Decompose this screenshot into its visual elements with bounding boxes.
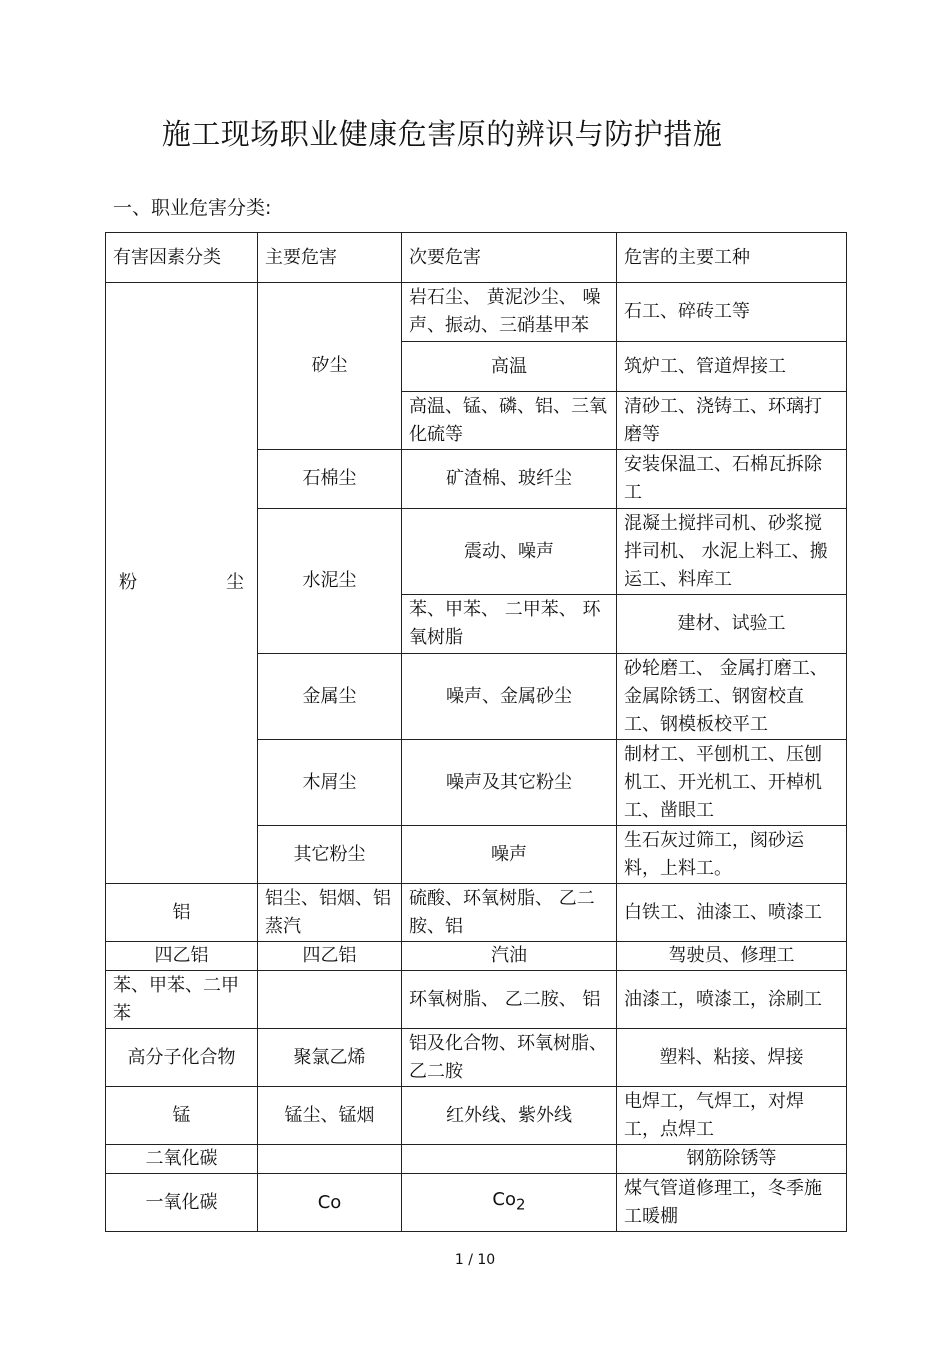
primary-hazard-cell: 其它粉尘 [258,826,402,884]
worker-type-cell: 塑料、粘接、焊接 [617,1029,847,1087]
worker-type-cell: 生石灰过筛工，阂砂运料，上料工。 [617,826,847,884]
header-cell: 主要危害 [258,233,402,283]
secondary-hazard-cell [402,1174,617,1232]
secondary-hazard-cell: 矿渣棉、玻纤尘 [402,450,617,509]
header-cell: 危害的主要工种 [617,233,847,283]
worker-type-cell: 砂轮磨工、 金属打磨工、金属除锈工、钢窗校直工、钢模板校平工 [617,654,847,740]
worker-type-cell: 煤气管道修理工，冬季施工暖棚 [617,1174,847,1232]
table-row [106,1029,847,1087]
secondary-hazard-cell: 汽油 [402,942,617,971]
table-row [106,1145,847,1174]
page-separator: / [468,1252,473,1268]
secondary-hazard-cell: 铝及化合物、环氧树脂、乙二胺 [402,1029,617,1087]
primary-hazard-cell: Co [258,1174,402,1232]
secondary-hazard-cell: 红外线、紫外线 [402,1087,617,1145]
secondary-hazard-cell: 岩石尘、 黄泥沙尘、 噪声、振动、三硝基甲苯 [402,283,617,342]
category-cell: 一氧化碳 [106,1174,258,1232]
primary-hazard-cell: 金属尘 [258,654,402,740]
primary-hazard-cell: 聚氯乙烯 [258,1029,402,1087]
current-page: 1 [454,1252,464,1268]
primary-hazard-cell: 锰尘、锰烟 [258,1087,402,1145]
primary-hazard-cell: 矽尘 [258,283,402,450]
secondary-hazard-cell: 噪声 [402,826,617,884]
table-row [106,942,847,971]
worker-type-cell: 钢筋除锈等 [617,1145,847,1174]
secondary-hazard-cell: 噪声及其它粉尘 [402,740,617,826]
section-heading: 一、职业危害分类: [113,197,272,219]
formula-text: Co [492,1189,517,1211]
formula-subscript: 2 [516,1195,526,1214]
table-row [106,971,847,1029]
document-title: 施工现场职业健康危害原的辨识与防护措施 [161,117,723,151]
primary-hazard-cell: 石棉尘 [258,450,402,509]
worker-type-cell: 制材工、平刨机工、压刨机工、开光机工、开棹机工、凿眼工 [617,740,847,826]
category-label-part: 尘 [226,572,244,593]
secondary-hazard-cell: 震动、噪声 [402,509,617,595]
category-cell: 锰 [106,1087,258,1145]
worker-type-cell: 驾驶员、修理工 [617,942,847,971]
worker-type-cell: 建材、试验工 [617,595,847,654]
category-cell: 铝 [106,884,258,942]
table-row [106,884,847,942]
category-cell: 二氧化碳 [106,1145,258,1174]
secondary-hazard-cell: 噪声、金属砂尘 [402,654,617,740]
header-cell: 次要危害 [402,233,617,283]
secondary-hazard-cell: 高温 [402,342,617,392]
worker-type-cell: 电焊工，气焊工，对焊工，点焊工 [617,1087,847,1145]
category-cell-dust [106,283,258,884]
primary-hazard-cell: 铝尘、铝烟、铝蒸汽 [258,884,402,942]
category-cell: 苯、甲苯、二甲苯 [106,971,258,1029]
worker-type-cell: 混凝土搅拌司机、砂浆搅拌司机、 水泥上料工、搬运工、料库工 [617,509,847,595]
worker-type-cell: 安装保温工、石棉瓦拆除工 [617,450,847,509]
hazard-table [105,232,847,1232]
total-pages: 10 [477,1252,496,1268]
category-cell: 高分子化合物 [106,1029,258,1087]
primary-hazard-cell [258,971,402,1029]
table-row [106,1174,847,1232]
category-label-part: 粉 [119,572,137,593]
worker-type-cell: 清砂工、浇铸工、环璃打磨等 [617,392,847,450]
primary-hazard-cell: 四乙铝 [258,942,402,971]
secondary-hazard-cell: 环氧树脂、 乙二胺、 铝 [402,971,617,1029]
primary-hazard-cell [258,1145,402,1174]
category-cell: 四乙铝 [106,942,258,971]
secondary-hazard-cell: 硫酸、环氧树脂、 乙二胺、铝 [402,884,617,942]
table-row [106,1087,847,1145]
primary-hazard-cell: 木屑尘 [258,740,402,826]
table-row [106,283,847,342]
secondary-hazard-cell: 苯、甲苯、 二甲苯、 环氧树脂 [402,595,617,654]
primary-hazard-cell: 水泥尘 [258,509,402,654]
worker-type-cell: 白铁工、油漆工、喷漆工 [617,884,847,942]
worker-type-cell: 石工、碎砖工等 [617,283,847,342]
page-number [0,1252,950,1268]
header-cell: 有害因素分类 [106,233,258,283]
worker-type-cell: 油漆工，喷漆工，涂刷工 [617,971,847,1029]
worker-type-cell: 筑炉工、管道焊接工 [617,342,847,392]
secondary-hazard-cell: 高温、锰、磷、铝、三氧化硫等 [402,392,617,450]
secondary-hazard-cell [402,1145,617,1174]
table-header-row [106,233,847,283]
